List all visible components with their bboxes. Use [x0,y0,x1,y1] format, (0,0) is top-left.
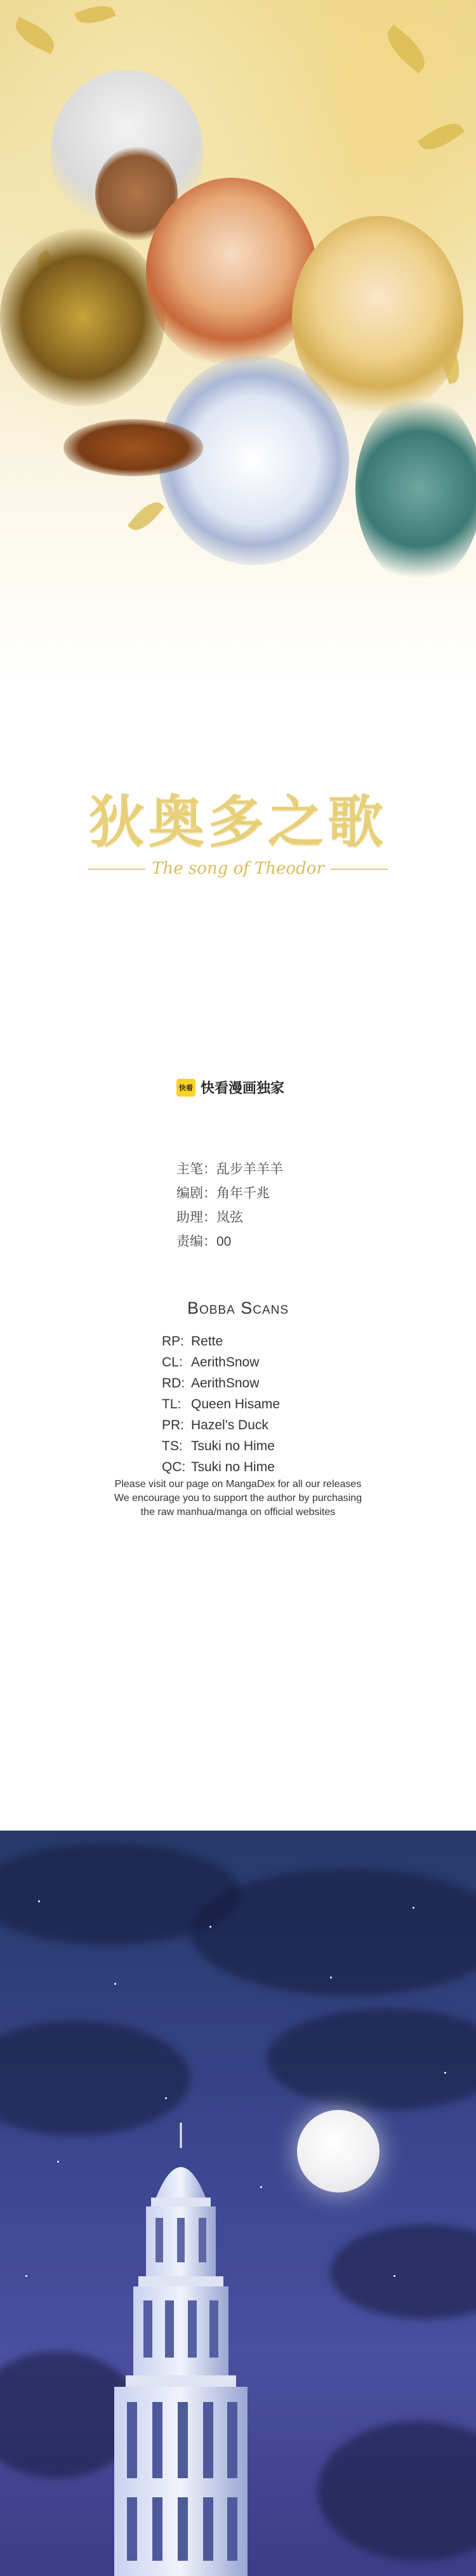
scanlation-credits [0,1298,476,1519]
moon-icon [297,2110,380,2192]
publisher-logo-icon: 快看 [176,1079,195,1097]
staff-credits [176,1158,283,1254]
publisher-name: 快看漫画独家 [201,1080,285,1096]
publisher [176,1078,284,1097]
credit-row: CL: AerithSnow [162,1355,260,1370]
staff-row: 编剧：角年千兆 [176,1186,270,1201]
blonde-character [292,216,463,419]
note-line: We encourage you to support the author by purchasing [114,1493,362,1504]
staff-row: 主笔：乱步羊羊羊 [176,1162,283,1177]
red-haired-character [146,178,317,368]
credit-row: TS: Tsuki no Hime [162,1439,275,1453]
staff-row: 助理：岚弦 [176,1210,243,1225]
credit-row: QC: Tsuki no Hime [162,1460,275,1474]
title-english: The song of Theodor [152,859,324,878]
staff-row: 责编：00 [176,1234,232,1249]
tower-icon [70,2123,279,2576]
credit-row: TL: Queen Hisame [162,1397,281,1411]
note-line: Please visit our page on MangaDex for all our releases [114,1479,362,1490]
scan-group-name: Bobba Scans [187,1298,289,1318]
credit-row: PR: Hazel's Duck [162,1418,268,1432]
credit-row: RD: AerithSnow [162,1376,260,1391]
credit-row: RP: Rette [162,1334,223,1349]
cover-illustration [0,0,476,686]
title-logo [0,778,476,878]
night-sky-illustration [0,1831,476,2576]
note-line: the raw manhua/manga on official websites [140,1507,336,1518]
title-chinese: 狄奥多之歌 [88,789,387,855]
